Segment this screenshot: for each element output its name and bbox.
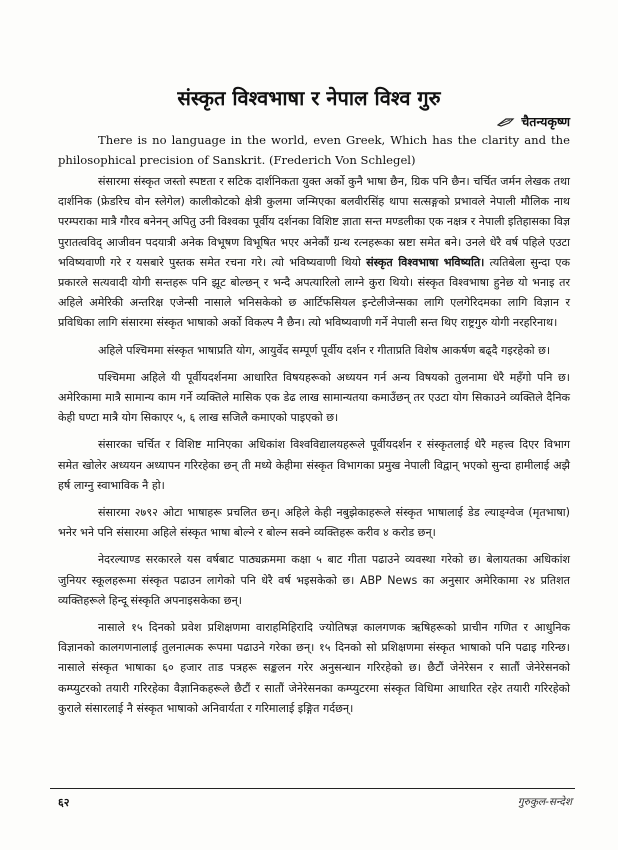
page-number: ६२ — [58, 796, 70, 809]
paragraph-1-text-after: त्यतिबेला सुन्दा एक प्रकारले सत्यवादी योगी सन्तहरू पनि झूट बोल्छन्‌ र भन्दै अपत्यारिलो लाग्ने कुरा थियो। संस्कृत विश्वभाषा हुनेछ यो भनाइ तर अहिले अमेरिकी अन्तरिक्ष एजेन्सी नासाले भनिसकेको छ आर्टिफसियल इन्टेलीजेन्सका लागि एलगेरिदमका लागि विज्ञान र प्रविधिका लागि संसारमा संस्कृत भाषाको अर्को विकल्प नै छैन। त्यो भविष्यवाणी गर्ने नेपाली सन्त थिए राष्ट्रगुरु योगी नरहरिनाथ। — [58, 255, 570, 330]
paragraph-4: संसारका चर्चित र विशिष्ट मानिएका अधिकांश विश्वविद्यालयहरूले पूर्वीयदर्शन र संस्कृतलाई धेरै महत्त्व दिएर विभाग समेत खोलेर अध्ययन अध्यापन गरिरहेका छन्‌ ती मध्ये केहीमा संस्कृत विभागका प्रमुख नेपाली विद्वान्‌ भएको सुन्दा हामीलाई अझै हर्ष लाग्नु स्वाभाविक नै हो। — [58, 438, 570, 492]
paragraph-1-text-before: संसारमा संस्कृत जस्तो स्पष्टता र सटिक दार्शनिकता युक्त अर्को कुनै भाषा छैन, ग्रिक पनि छैन। चर्चित जर्मन लेखक तथा दार्शनिक (फ्रेडरिच वोन स्लेगेल) कालीकोटको क्षेत्री कुलमा जन्मिएका बलवीरसिंह थापा सत्सङ्गको प्रभावले नेपाली मौलिक नाथ परम्पराका मात्रै गौरव बनेनन्‌ अपितु उनी विश्वका पूर्वीय दर्शनका विशिष्ट ज्ञाता सन्त मण्डलीका एक नक्षत्र र नेपाली इतिहासका विज्ञ पुरातत्वविद्‌ आजीवन पदयात्री अनेक विभूषण विभूषित भएर अनेकौं ग्रन्थ रत्नहरूका स्रष्टा समेत बने। उनले धेरै वर्ष पहिले एउटा भविष्यवाणी गरे र यसबारे पुस्तक समेत रचना गरे। त्यो भविष्यवाणी थियो — [58, 175, 570, 269]
author-byline — [497, 113, 570, 130]
paragraph-6: नेदरल्याण्ड सरकारले यस वर्षबाट पाठ्यक्रममा कक्षा ५ बाट गीता पढाउने व्यवस्था गरेको छ। बेलायतका अधिकांश जुनियर स्कूलहरूमा संस्कृत पढाउन लागेको पनि धेरै वर्ष भइसकेको छ। ABP News का अनुसार अमेरिकामा २४ प्रतिशत व्यक्तिहरूले हिन्दू संस्कृति अपनाइसकेका छन्‌। — [58, 553, 570, 607]
footer-divider — [50, 788, 575, 789]
epigraph-quote: There is no language in the world, even Greek, Which has the clarity and the philosophical precision of Sanskrit. (Frederich Von Schlegel) — [58, 133, 570, 167]
article-body — [58, 130, 570, 726]
paragraph-2: अहिले पश्चिममा संस्कृत भाषाप्रति योग, आयुर्वेद सम्पूर्ण पूर्वीय दर्शन र गीताप्रति विशेष आकर्षण बढ्दै गइरहेको छ। — [98, 343, 551, 357]
paragraph-5: संसारमा २७९२ ओटा भाषाहरू प्रचलित छन्‌। अहिले केही नबुझेकाहरूले संस्कृत भाषालाई डेड ल्याङ्ग्वेज (मृतभाषा) भनेर भने पनि संसारमा अहिले संस्कृत भाषा बोल्ने र बोल्न सक्ने व्यक्तिहरू करीव ४ करोड छन्‌। — [58, 506, 570, 540]
paragraph-1-bold-phrase: संस्कृत विश्वभाषा भविष्यति। — [366, 255, 485, 269]
paragraph-1 — [58, 172, 570, 334]
author-name: चैतन्यकृष्ण — [521, 114, 570, 129]
pen-nib-icon — [497, 117, 515, 127]
journal-name: गुरुकुल-सन्देश — [517, 796, 572, 808]
article-title: संस्कृत विश्वभाषा र नेपाल विश्व गुरु — [177, 86, 441, 110]
paragraph-7: नासाले १५ दिनको प्रवेश प्रशिक्षणमा वाराहमिहिरादि ज्योतिषज्ञ कालगणक ऋषिहरूको प्राचीन गणित र आधुनिक विज्ञानको कालगणनालाई तुलनात्मक रूपमा पढाउने गरेका छन्‌। १५ दिनको सो प्रशिक्षणमा संस्कृत भाषाको पनि पढाइ गरिन्छ। नासाले संस्कृत भाषाका ६० हजार ताड पत्रहरू सङ्कलन गरेर अनुसन्धान गरिरहेको छ। छैटौं जेनेरेसन र सातौं जेनेरेसनको कम्प्युटरको तयारी गरिरहेका वैज्ञानिकहरूले छैटौं र सातौं जेनेरेसनका कम्प्युटरमा संस्कृत विधिमा आधारित रहेर तयारी गरिरहेको कुराले संसारलाई नै संस्कृत भाषाको अनिवार्यता र गरिमालाई इङ्गित गर्दछन्‌। — [58, 621, 570, 715]
paragraph-3: पश्चिममा अहिले यी पूर्वीयदर्शनमा आधारित विषयहरूको अध्ययन गर्न अन्य विषयको तुलनामा धेरै महँगो पनि छ। अमेरिकामा मात्रै सामान्य काम गर्ने व्यक्तिले मासिक एक डेढ लाख सामान्यतया कमाउँछन्‌ तर एउटा योग सिकाउने व्यक्तिले दैनिक केही घण्टा मात्रै योग सिकाएर ५, ६ लाख सजिलै कमाएको पाइएको छ। — [58, 370, 570, 425]
